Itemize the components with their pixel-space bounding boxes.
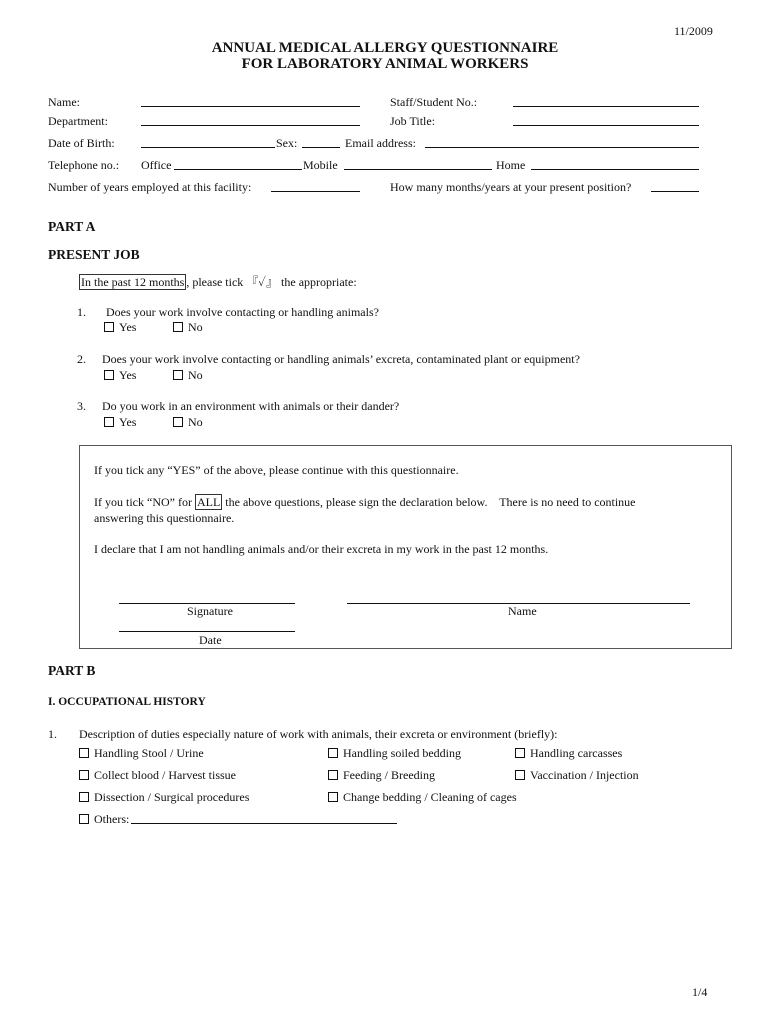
department-label: Department: — [48, 114, 108, 128]
no-label: No — [188, 415, 203, 429]
question-2-yes[interactable] — [104, 368, 136, 383]
part-b-heading: PART B — [48, 663, 96, 678]
checkbox-icon[interactable] — [173, 322, 183, 332]
years-employed-field[interactable] — [271, 191, 360, 192]
page-subtitle: FOR LABORATORY ANIMAL WORKERS — [241, 56, 529, 72]
checkbox-icon[interactable] — [328, 792, 338, 802]
declaration-name-label: Name — [508, 604, 537, 618]
question-2-number: 2. — [77, 352, 86, 366]
occupational-history-heading: I. OCCUPATIONAL HISTORY — [48, 696, 206, 708]
checkbox-icon[interactable] — [328, 770, 338, 780]
duty-label: Feeding / Breeding — [343, 768, 435, 782]
duty-option[interactable] — [515, 746, 622, 761]
question-1-yes[interactable] — [104, 320, 136, 335]
page-title: ANNUAL MEDICAL ALLERGY QUESTIONNAIRE — [211, 40, 559, 56]
question-1-text: Does your work involve contacting or handling animals? — [106, 305, 379, 319]
mobile-label: Mobile — [303, 158, 338, 172]
duty-option[interactable] — [79, 746, 204, 761]
question-2-text: Does your work involve contacting or handling animals’ excreta, contaminated plant or equipment? — [102, 352, 580, 366]
declaration-date-field[interactable] — [119, 631, 295, 632]
declaration-line-2 — [94, 495, 636, 510]
declaration-line-3: I declare that I am not handling animals and/or their excreta in my work in the past 12 months. — [94, 542, 549, 556]
question-3-no[interactable] — [173, 415, 203, 430]
duty-label: Handling carcasses — [530, 746, 623, 760]
yes-label: Yes — [119, 368, 137, 382]
sex-field[interactable] — [302, 147, 340, 148]
checkbox-icon[interactable] — [515, 748, 525, 758]
question-3-text: Do you work in an environment with animals or their dander? — [102, 399, 400, 413]
duty-option[interactable] — [328, 768, 435, 783]
office-phone-field[interactable] — [174, 169, 302, 170]
part-b-q1-number: 1. — [48, 727, 57, 741]
signature-label: Signature — [187, 604, 233, 618]
name-field[interactable] — [141, 106, 360, 107]
present-job-heading: PRESENT JOB — [48, 247, 140, 262]
months-position-label: How many months/years at your present position? — [390, 180, 632, 194]
office-label: Office — [141, 158, 172, 172]
home-label: Home — [496, 158, 526, 172]
duty-label: Change bedding / Cleaning of cages — [343, 790, 517, 804]
page-number: 1/4 — [692, 985, 708, 999]
checkbox-icon[interactable] — [104, 417, 114, 427]
duty-label: Vaccination / Injection — [530, 768, 639, 782]
duty-option[interactable] — [515, 768, 639, 783]
checkbox-icon[interactable] — [328, 748, 338, 758]
duty-label: Handling soiled bedding — [343, 746, 461, 760]
sex-label: Sex: — [276, 136, 298, 150]
declaration-all-highlight: ALL — [196, 495, 221, 509]
question-2-no[interactable] — [173, 368, 203, 383]
declaration-line-1: If you tick any “YES” of the above, please continue with this questionnaire. — [94, 463, 459, 477]
yes-label: Yes — [119, 415, 137, 429]
months-position-field[interactable] — [651, 191, 699, 192]
no-label: No — [188, 368, 203, 382]
declaration-line-2-post: the above questions, please sign the declaration below. There is no need to continue — [222, 495, 636, 509]
telephone-label: Telephone no.: — [48, 158, 120, 172]
others-label: Others: — [94, 812, 130, 826]
checkbox-icon[interactable] — [79, 814, 89, 824]
checkbox-icon[interactable] — [173, 417, 183, 427]
checkbox-icon[interactable] — [79, 770, 89, 780]
checkbox-icon[interactable] — [79, 792, 89, 802]
staff-no-label: Staff/Student No.: — [390, 95, 478, 109]
checkbox-icon[interactable] — [515, 770, 525, 780]
question-1-no[interactable] — [173, 320, 203, 335]
dob-label: Date of Birth: — [48, 136, 115, 150]
yes-label: Yes — [119, 320, 137, 334]
instruction-highlight: In the past 12 months — [81, 275, 185, 289]
duty-option[interactable] — [328, 746, 461, 761]
question-3-number: 3. — [77, 399, 86, 413]
instruction-text: , please tick 『✓』 the appropriate: — [186, 275, 357, 289]
others-field[interactable] — [131, 823, 397, 824]
no-label: No — [188, 320, 203, 334]
part-b-q1-text: Description of duties especially nature of work with animals, their excreta or environment (briefly): — [79, 727, 558, 741]
department-field[interactable] — [141, 125, 360, 126]
mobile-phone-field[interactable] — [344, 169, 492, 170]
duty-label: Collect blood / Harvest tissue — [94, 768, 236, 782]
dob-field[interactable] — [141, 147, 275, 148]
question-3-yes[interactable] — [104, 415, 136, 430]
part-a-heading: PART A — [48, 219, 96, 234]
duty-option[interactable] — [79, 768, 236, 783]
declaration-line-2-cont: answering this questionnaire. — [94, 511, 235, 525]
duty-option[interactable] — [328, 790, 517, 805]
checkbox-icon[interactable] — [104, 370, 114, 380]
duty-option[interactable] — [79, 790, 249, 805]
question-1-number: 1. — [77, 305, 86, 319]
checkbox-icon[interactable] — [104, 322, 114, 332]
declaration-date-label: Date — [199, 633, 222, 647]
duty-label: Dissection / Surgical procedures — [94, 790, 250, 804]
job-title-field[interactable] — [513, 125, 699, 126]
duty-label: Handling Stool / Urine — [94, 746, 204, 760]
years-employed-label: Number of years employed at this facility: — [48, 180, 252, 194]
tick-instruction — [79, 273, 357, 290]
others-option[interactable] — [79, 812, 129, 827]
job-title-label: Job Title: — [390, 114, 436, 128]
home-phone-field[interactable] — [531, 169, 699, 170]
checkbox-icon[interactable] — [173, 370, 183, 380]
name-label: Name: — [48, 95, 80, 109]
declaration-line-2-pre: If you tick “NO” for — [94, 495, 195, 509]
email-label: Email address: — [345, 136, 416, 150]
checkbox-icon[interactable] — [79, 748, 89, 758]
form-date: 11/2009 — [674, 24, 713, 38]
email-field[interactable] — [425, 147, 699, 148]
staff-no-field[interactable] — [513, 106, 699, 107]
